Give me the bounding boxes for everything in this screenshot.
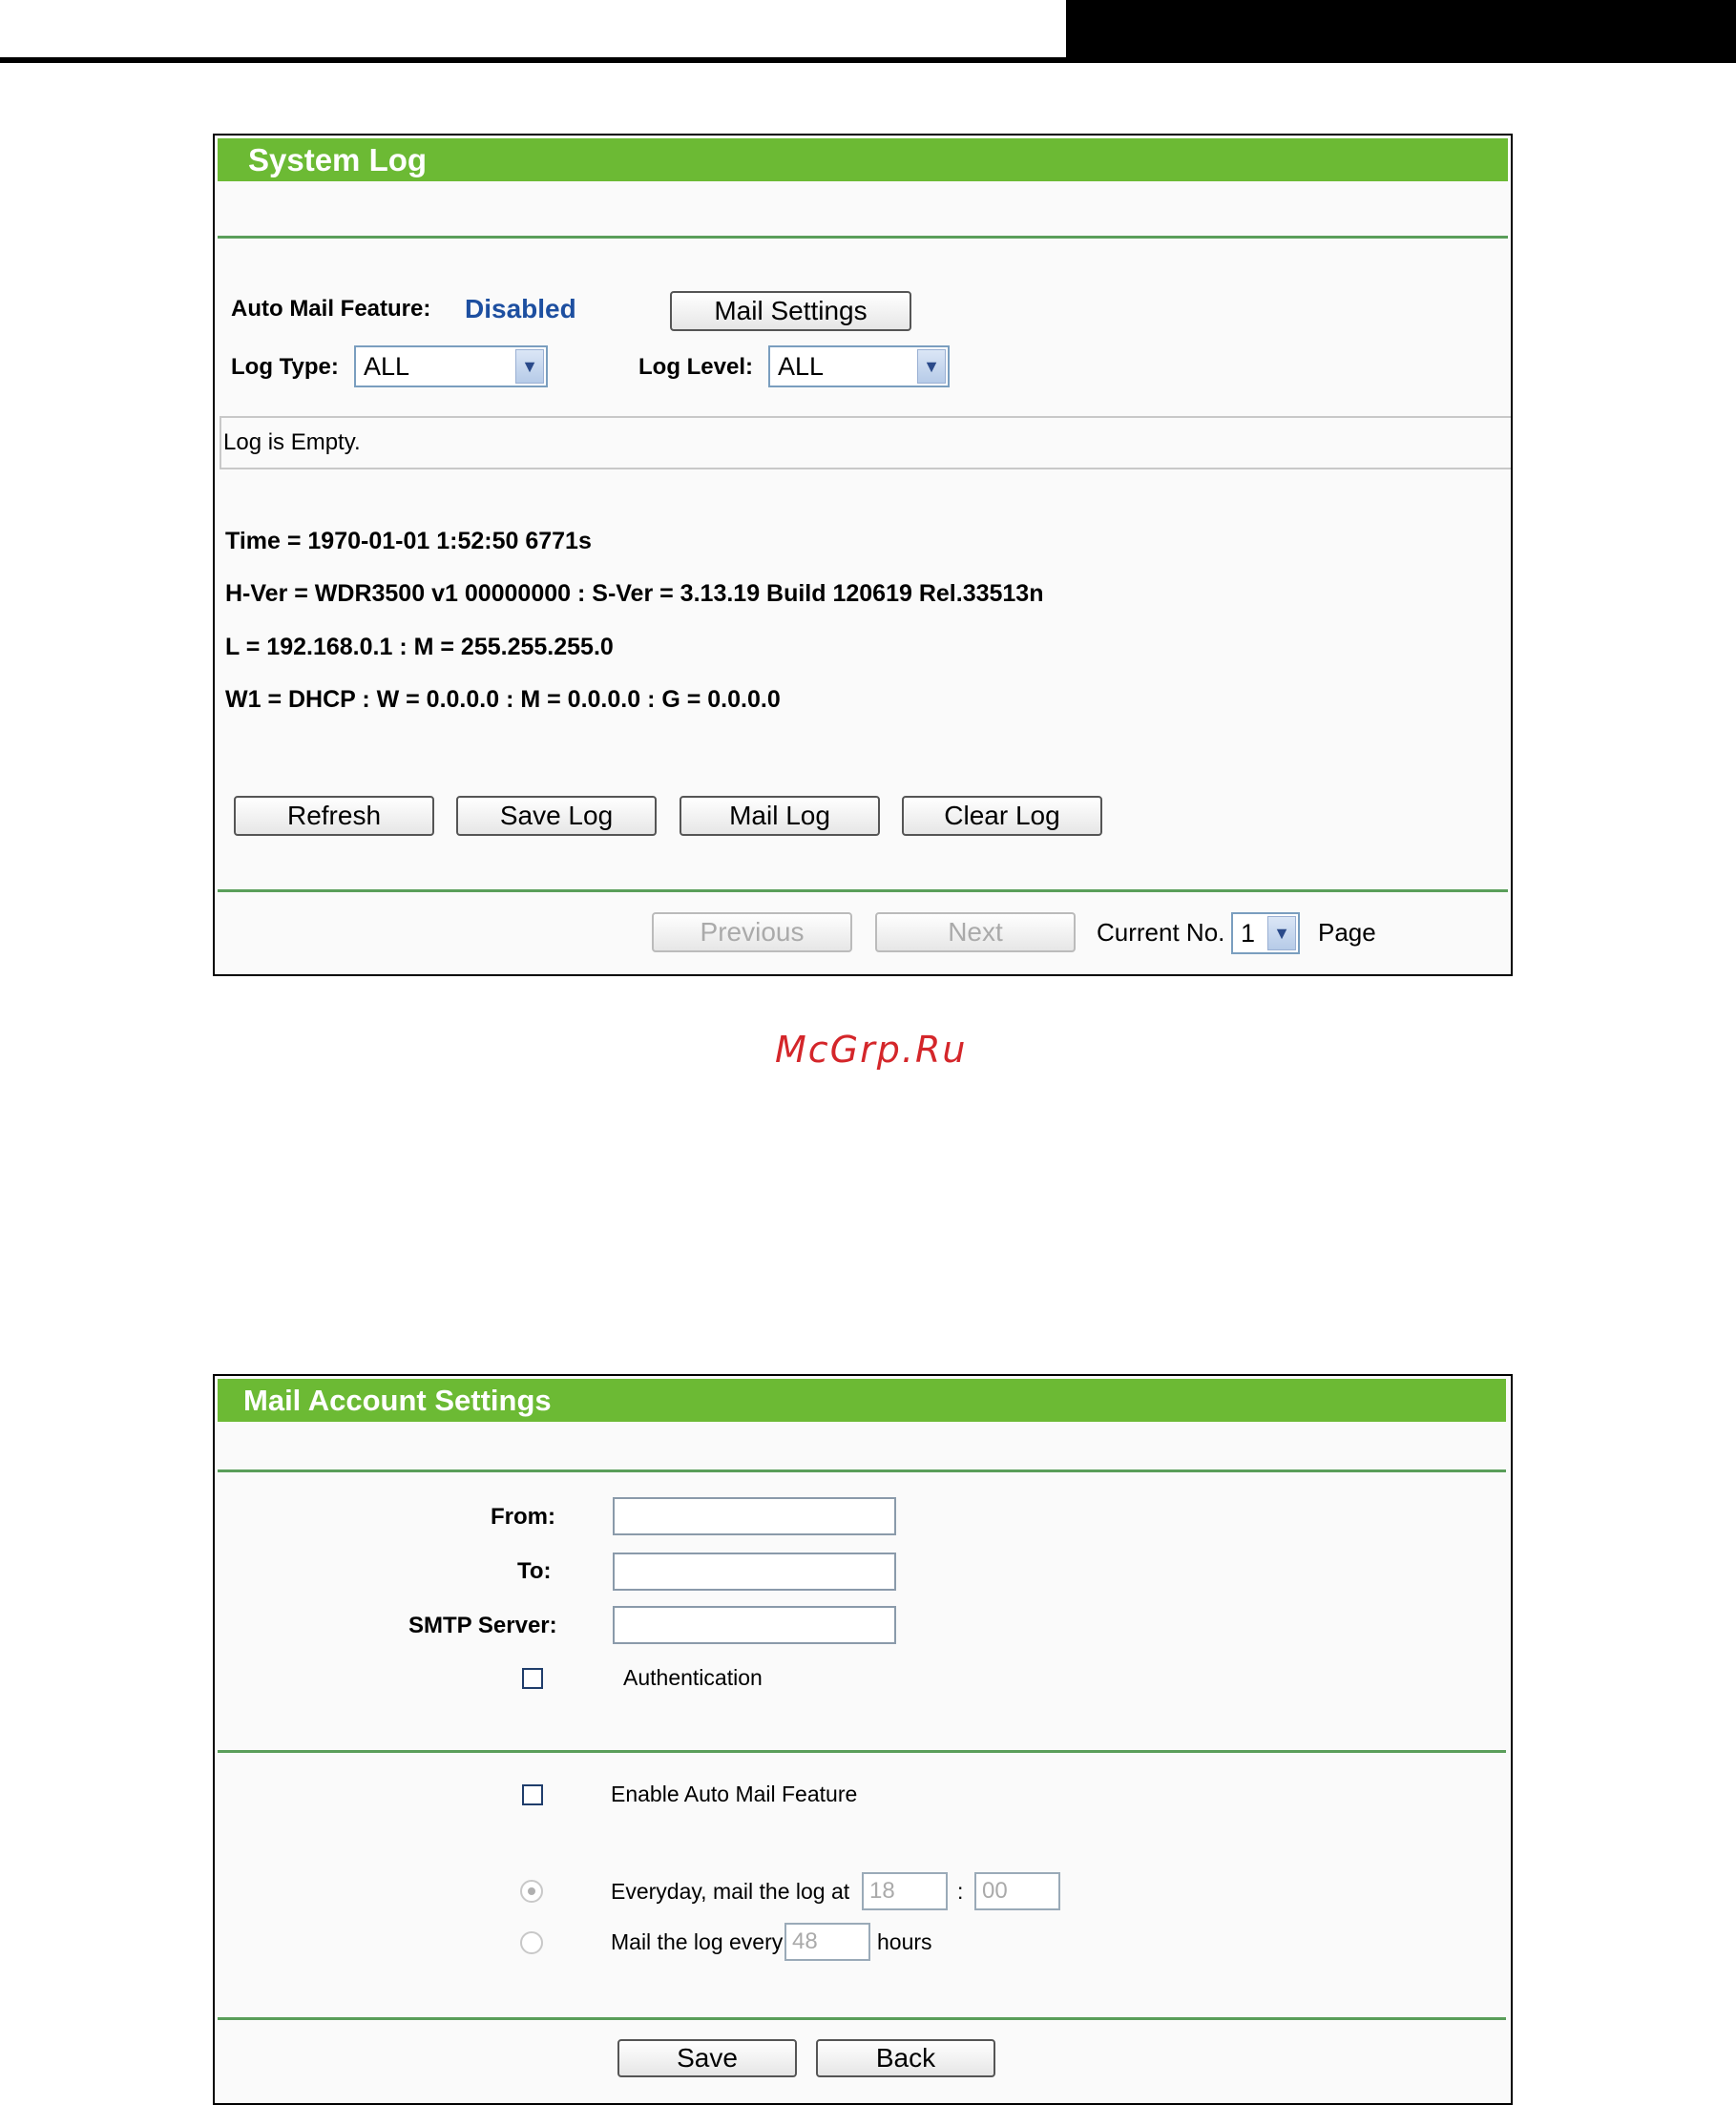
log-type-value: ALL <box>364 352 410 381</box>
everyday-minute-input[interactable] <box>974 1872 1060 1910</box>
log-empty-message: Log is Empty. <box>223 429 361 455</box>
log-type-label: Log Type: <box>231 354 339 380</box>
clear-log-button[interactable]: Clear Log <box>902 796 1102 836</box>
to-label: To: <box>517 1558 552 1584</box>
divider <box>218 236 1508 239</box>
log-line-time: Time = 1970-01-01 1:52:50 6771s <box>225 528 592 554</box>
log-level-value: ALL <box>778 352 825 381</box>
divider <box>218 2017 1506 2020</box>
enable-auto-mail-checkbox[interactable] <box>522 1784 543 1805</box>
divider <box>218 889 1508 892</box>
log-type-select[interactable] <box>354 345 548 387</box>
log-level-select[interactable] <box>768 345 950 387</box>
log-line-wan: W1 = DHCP : W = 0.0.0.0 : M = 0.0.0.0 : G = 0.0.0.0 <box>225 686 781 713</box>
chevron-down-icon[interactable]: ▼ <box>515 349 544 384</box>
page-label: Page <box>1318 918 1376 947</box>
interval-radio[interactable] <box>520 1931 543 1954</box>
log-line-version: H-Ver = WDR3500 v1 00000000 : S-Ver = 3.13.19 Build 120619 Rel.33513n <box>225 580 1044 607</box>
save-log-button[interactable]: Save Log <box>456 796 657 836</box>
mail-account-title: Mail Account Settings <box>218 1379 1506 1422</box>
divider <box>218 1469 1506 1472</box>
system-log-panel <box>213 134 1513 976</box>
current-page-value: 1 <box>1241 919 1256 948</box>
smtp-server-input[interactable] <box>613 1606 896 1644</box>
refresh-button[interactable]: Refresh <box>234 796 434 836</box>
watermark-logo: McGrp.Ru <box>775 1029 968 1071</box>
from-label: From: <box>491 1504 555 1530</box>
from-input[interactable] <box>613 1497 896 1535</box>
current-page-select[interactable] <box>1231 912 1300 954</box>
previous-page-button[interactable]: Previous <box>652 912 852 952</box>
interval-label: Mail the log every <box>611 1929 784 1954</box>
everyday-label: Everyday, mail the log at <box>611 1879 850 1904</box>
auto-mail-label: Auto Mail Feature: <box>231 296 431 322</box>
current-page-label: Current No. <box>1097 918 1225 947</box>
mail-account-panel <box>213 1374 1513 2105</box>
mail-settings-button[interactable]: Mail Settings <box>670 291 911 331</box>
divider <box>218 1750 1506 1753</box>
authentication-checkbox[interactable] <box>522 1668 543 1689</box>
everyday-radio[interactable] <box>520 1880 543 1903</box>
smtp-server-label: SMTP Server: <box>408 1613 557 1638</box>
log-list <box>220 416 1511 469</box>
page-header-block <box>1066 0 1736 63</box>
authentication-label: Authentication <box>623 1665 763 1690</box>
back-button[interactable]: Back <box>816 2039 995 2077</box>
enable-auto-mail-label: Enable Auto Mail Feature <box>611 1782 858 1806</box>
mail-log-button[interactable]: Mail Log <box>680 796 880 836</box>
log-line-lan: L = 192.168.0.1 : M = 255.255.255.0 <box>225 634 614 660</box>
save-button[interactable]: Save <box>617 2039 797 2077</box>
chevron-down-icon[interactable]: ▼ <box>917 349 946 384</box>
interval-unit: hours <box>877 1929 932 1954</box>
next-page-button[interactable]: Next <box>875 912 1076 952</box>
chevron-down-icon[interactable]: ▼ <box>1267 916 1296 950</box>
log-level-label: Log Level: <box>638 354 754 380</box>
everyday-hour-input[interactable] <box>862 1872 948 1910</box>
time-separator: : <box>957 1879 964 1904</box>
auto-mail-status: Disabled <box>465 294 576 323</box>
interval-input[interactable] <box>784 1923 870 1961</box>
to-input[interactable] <box>613 1553 896 1591</box>
system-log-title: System Log <box>218 138 1508 181</box>
